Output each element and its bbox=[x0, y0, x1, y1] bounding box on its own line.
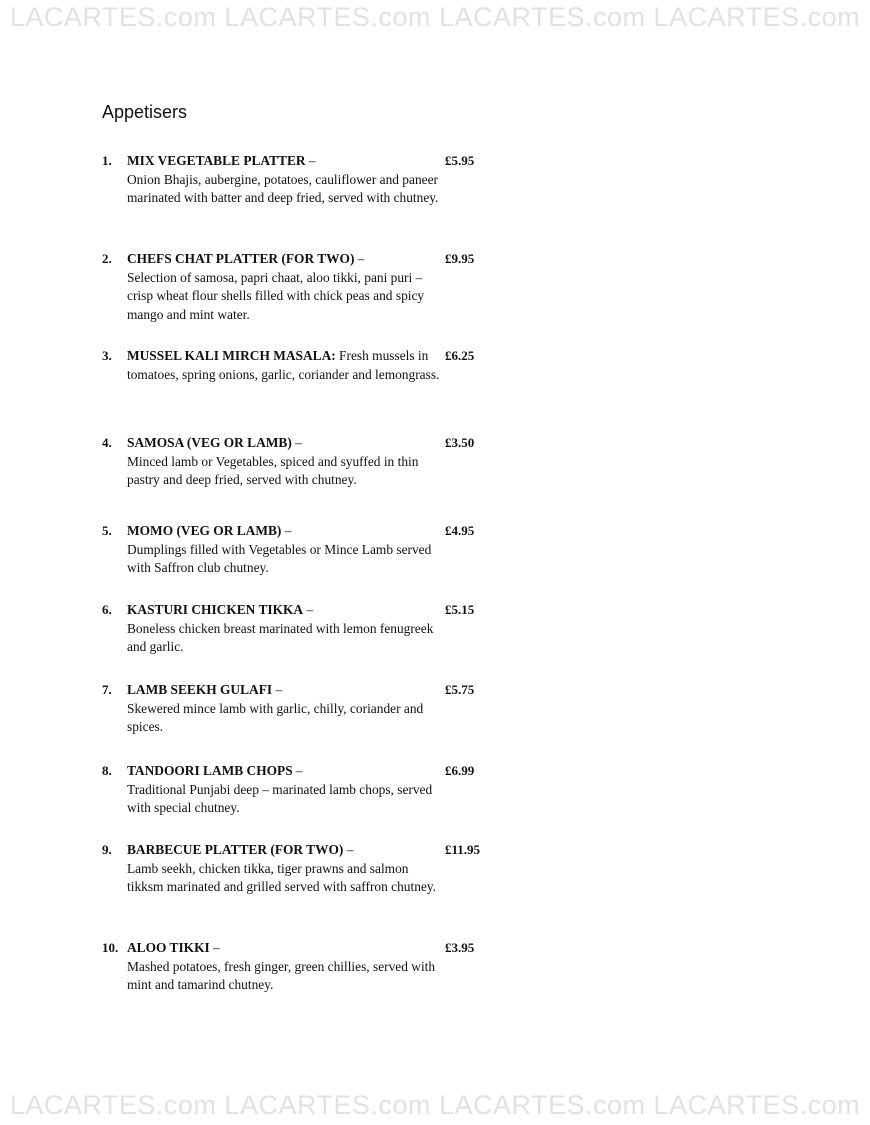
item-separator: – bbox=[354, 251, 365, 266]
item-separator: – bbox=[303, 602, 314, 617]
item-description: Onion Bhajis, aubergine, potatoes, cauliflower and paneer marinated with batter and deep fried, served with chutney. bbox=[127, 171, 439, 206]
item-name: LAMB SEEKH GULAFI bbox=[127, 682, 273, 697]
item-number: 2. bbox=[102, 251, 112, 266]
item-name: CHEFS CHAT PLATTER (FOR TWO) bbox=[127, 251, 355, 266]
item-name: KASTURI CHICKEN TIKKA bbox=[127, 602, 304, 617]
item-description: Lamb seekh, chicken tikka, tiger prawns and salmon tikksm marinated and grilled served with saffron chutney. bbox=[127, 860, 437, 895]
item-number: 6. bbox=[102, 602, 112, 617]
section-title: Appetisers bbox=[102, 102, 188, 122]
item-separator: – bbox=[305, 153, 316, 168]
item-name: SAMOSA (VEG OR LAMB) bbox=[127, 435, 292, 450]
item-name: ALOO TIKKI bbox=[127, 940, 210, 955]
item-description: Minced lamb or Vegetables, spiced and syuffed in thin pastry and deep fried, served with chutney. bbox=[127, 453, 419, 488]
item-description: Mashed potatoes, fresh ginger, green chillies, served with mint and tamarind chutney. bbox=[127, 958, 436, 993]
item-number: 10. bbox=[102, 940, 119, 955]
item-number: 4. bbox=[102, 435, 112, 450]
item-description: Skewered mince lamb with garlic, chilly, coriander and spices. bbox=[127, 700, 424, 735]
item-name: BARBECUE PLATTER (FOR TWO) bbox=[127, 842, 344, 857]
item-price: £3.95 bbox=[445, 940, 475, 955]
item-separator: – bbox=[291, 435, 302, 450]
item-name: MIX VEGETABLE PLATTER bbox=[127, 153, 306, 168]
item-price: £5.75 bbox=[445, 682, 475, 697]
item-number: 8. bbox=[102, 763, 112, 778]
item-number: 9. bbox=[102, 842, 112, 857]
item-separator: – bbox=[343, 842, 354, 857]
item-number: 3. bbox=[102, 348, 112, 363]
item-name: TANDOORI LAMB CHOPS bbox=[127, 763, 293, 778]
item-price: £6.99 bbox=[445, 763, 475, 778]
item-description: mussels in tomatoes, spring onions, garlic, coriander and lemongrass. bbox=[127, 348, 440, 382]
item-price: £3.50 bbox=[445, 435, 475, 450]
item-price: £9.95 bbox=[445, 251, 475, 266]
item-description: Traditional Punjabi deep – marinated lamb chops, served with special chutney. bbox=[127, 781, 433, 816]
item-number: 1. bbox=[102, 153, 112, 168]
item-separator: Fresh bbox=[335, 348, 369, 363]
item-name: MOMO (VEG OR LAMB) bbox=[127, 523, 282, 538]
item-separator: – bbox=[281, 523, 292, 538]
watermark-bottom: LACARTES.com LACARTES.com LACARTES.com LACARTES.com bbox=[9, 1090, 861, 1120]
item-number: 7. bbox=[102, 682, 112, 697]
item-number: 5. bbox=[102, 523, 112, 538]
item-description: Dumplings filled with Vegetables or Mince Lamb served with Saffron club chutney. bbox=[127, 541, 432, 576]
item-price: £4.95 bbox=[445, 523, 475, 538]
item-name: MUSSEL KALI MIRCH MASALA: bbox=[127, 348, 336, 363]
item-separator: – bbox=[272, 682, 283, 697]
item-price: £5.15 bbox=[445, 602, 475, 617]
item-price: £5.95 bbox=[445, 153, 475, 168]
item-separator: – bbox=[292, 763, 303, 778]
watermark-top: LACARTES.com LACARTES.com LACARTES.com LACARTES.com bbox=[9, 2, 861, 32]
item-description: Selection of samosa, papri chaat, aloo tikki, pani puri – crisp wheat flour shells filled with chick peas and spicy mango and mint water. bbox=[127, 269, 425, 322]
item-description: Boneless chicken breast marinated with lemon fenugreek and garlic. bbox=[127, 620, 434, 655]
item-separator: – bbox=[209, 940, 220, 955]
item-price: £11.95 bbox=[445, 842, 481, 857]
item-price: £6.25 bbox=[445, 348, 475, 363]
